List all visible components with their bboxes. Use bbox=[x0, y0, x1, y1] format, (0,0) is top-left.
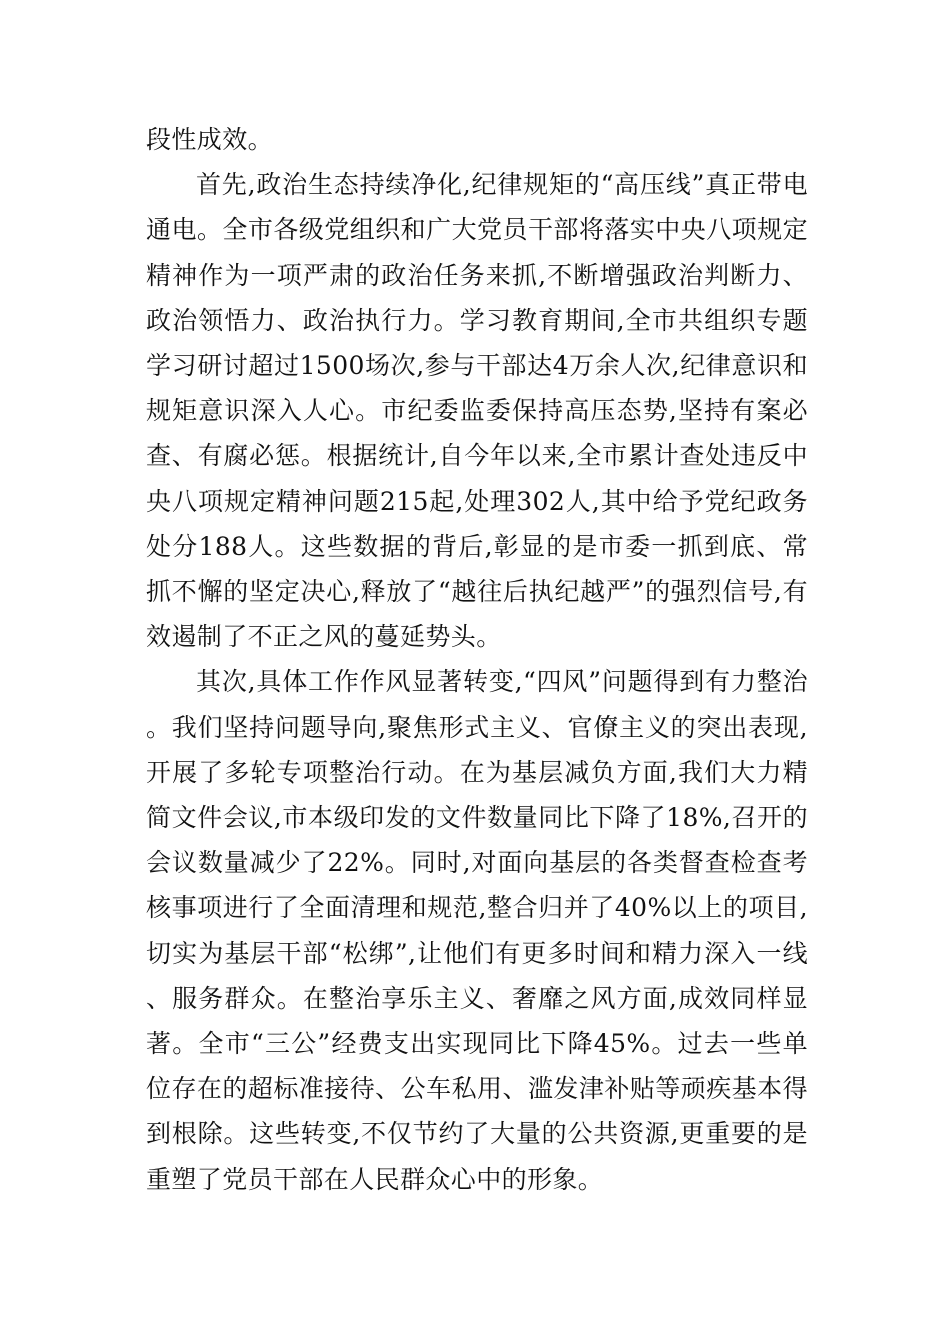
body-text bbox=[146, 117, 808, 1202]
paragraph-political-ecology: 首先,政治生态持续净化,纪律规矩的“高压线”真正带电通电。全市各级党组织和广大党员干部将落实中央八项规定精神作为一项严肃的政治任务来抓,不断增强政治判断力、政治领悟力、政治执行力。学习教育期间,全市共组织专题学习研讨超过1500场次,参与干部达4万余人次,纪律意识和规矩意识深入人心。市纪委监委保持高压态势,坚持有案必查、有腐必惩。根据统计,自今年以来,全市累计查处违反中央八项规定精神问题215起,处理302人,其中给予党纪政务处分188人。这些数据的背后,彰显的是市委一抓到底、常抓不懈的坚定决心,释放了“越往后执纪越严”的强烈信号,有效遏制了不正之风的蔓延势头。 bbox=[146, 170, 808, 652]
paragraph-continuation: 段性成效。 bbox=[146, 125, 274, 154]
paragraph-work-style: 其次,具体工作作风显著转变,“四风”问题得到有力整治。我们坚持问题导向,聚焦形式主义、官僚主义的突出表现,开展了多轮专项整治行动。在为基层减负方面,我们大力精简文件会议,市本级印发的文件数量同比下降了18%,召开的会议数量减少了22%。同时,对面向基层的各类督查检查考核事项进行了全面清理和规范,整合归并了40%以上的项目,切实为基层干部“松绑”,让他们有更多时间和精力深入一线、服务群众。在整治享乐主义、奢靡之风方面,成效同样显著。全市“三公”经费支出实现同比下降45%。过去一些单位存在的超标准接待、公车私用、滥发津补贴等顽疾基本得到根除。这些转变,不仅节约了大量的公共资源,更重要的是重塑了党员干部在人民群众心中的形象。 bbox=[146, 667, 808, 1194]
